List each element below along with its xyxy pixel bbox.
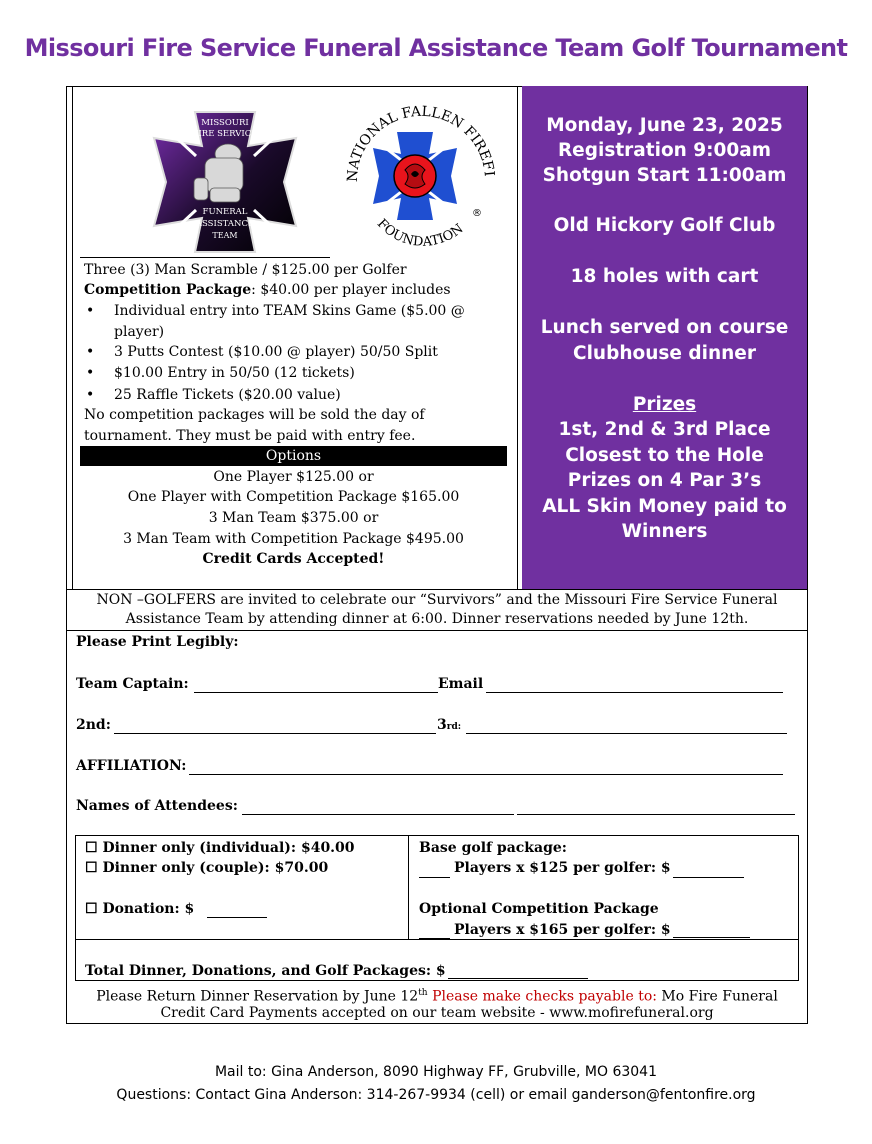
bullet-dot: • [86, 344, 95, 360]
package-line1: Three (3) Man Scramble / $125.00 per Golfer [84, 262, 407, 278]
bullet-text: 3 Putts Contest ($10.00 @ player) 50/50 Split [114, 344, 438, 360]
nfff-arc-top: NATIONAL FALLEN FIREF [344, 103, 495, 183]
prizes-header: Prizes [632, 394, 697, 415]
prize-line: ALL Skin Money paid to [542, 496, 787, 517]
registered-mark: ® [472, 208, 482, 219]
donation-label: Donation: $ [102, 901, 195, 917]
divider-logos [80, 257, 330, 258]
affiliation-field[interactable] [189, 774, 783, 775]
questions-contact: Questions: Contact Gina Anderson: 314-267-9934 (cell) or email ganderson@fentonfire.org [116, 1087, 756, 1103]
prize-line: 1st, 2nd & 3rd Place [558, 419, 771, 440]
option-line: One Player with Competition Package $165.00 [127, 489, 460, 505]
credit-cards: Credit Cards Accepted! [202, 551, 385, 567]
third-label [437, 715, 461, 737]
bullet-dot: • [86, 303, 95, 319]
nongolfers-line1: NON –GOLFERS are invited to celebrate our “Survivors” and the Missouri Fire Service Funeral [96, 592, 778, 608]
order-table-vdivider [408, 835, 409, 940]
event-registration: Registration 9:00am [557, 140, 772, 161]
attendees-field-2[interactable] [517, 814, 795, 815]
checkbox-icon[interactable]: ☐ [85, 901, 98, 917]
payee-text: Mo Fire Funeral [661, 988, 778, 1005]
total-field[interactable] [448, 978, 588, 979]
option-line: 3 Man Team with Competition Package $495.00 [123, 531, 464, 547]
base-amount-field[interactable] [673, 877, 744, 878]
prize-line: Prizes on 4 Par 3’s [567, 470, 762, 491]
nfff-logo [335, 96, 495, 256]
event-date: Monday, June 23, 2025 [546, 115, 783, 136]
dinner-individual-option[interactable] [85, 838, 355, 858]
mail-to: Mail to: Gina Anderson, 8090 Highway FF, Grubville, MO 63041 [214, 1064, 658, 1080]
option-line: 3 Man Team $375.00 or [208, 510, 379, 526]
bullet-text: 25 Raffle Tickets ($20.00 value) [114, 387, 341, 403]
return-sup: th [418, 988, 428, 998]
credit-card-line: Credit Card Payments accepted on our team website - www.mofirefuneral.org [160, 1005, 714, 1021]
page-title: Missouri Fire Service Funeral Assistance Team Golf Tournament [24, 34, 848, 62]
total-label: Total Dinner, Donations, and Golf Packages: $ [85, 963, 446, 979]
logo-text-bottom2: ASSISTANCE [195, 219, 255, 229]
divider-mid [66, 589, 808, 590]
logo-text-bottom1: FUNERAL [202, 207, 248, 217]
bullet-dot: • [86, 365, 95, 381]
event-info-panel [522, 86, 807, 589]
logo-text-top: MISSOURI [201, 118, 249, 128]
third-field[interactable] [466, 733, 787, 734]
attendees-label: Names of Attendees: [76, 798, 238, 814]
donation-option[interactable] [85, 899, 194, 919]
print-legibly: Please Print Legibly: [76, 634, 239, 650]
mofsfat-logo [150, 108, 300, 256]
event-lunch: Lunch served on course [540, 317, 789, 338]
competition-package-line [84, 280, 451, 301]
event-venue: Old Hickory Golf Club [553, 215, 776, 236]
dinner-couple-option[interactable] [85, 858, 328, 878]
event-holes: 18 holes with cart [570, 266, 759, 287]
email-label: Email [438, 676, 484, 692]
prize-line: Winners [621, 521, 708, 542]
payable-text: Please make checks payable to: [432, 988, 657, 1005]
team-captain-label: Team Captain: [76, 676, 189, 692]
base-package-label: Base golf package: [419, 840, 567, 856]
third-num: 3 [437, 717, 447, 733]
logo-text-bottom3: TEAM [212, 231, 238, 240]
options-header: Options [80, 446, 507, 466]
donation-field[interactable] [207, 917, 267, 918]
divider-left-right [517, 86, 518, 589]
divider-left-inner [72, 86, 73, 589]
svg-text:FOUNDATION [374, 216, 466, 250]
affiliation-label: AFFILIATION: [76, 758, 187, 774]
third-sup: rd: [446, 722, 462, 732]
package-note: No competition packages will be sold the day of tournament. They must be paid with entry fee. [84, 407, 425, 444]
divider-top-left [72, 86, 518, 87]
optional-package-line: Players x $165 per golfer: $ [454, 922, 671, 938]
base-players-field[interactable] [419, 877, 450, 878]
base-package-line: Players x $125 per golfer: $ [454, 860, 671, 876]
email-field[interactable] [486, 692, 783, 693]
nfff-arc-bottom: FOUNDATION [373, 216, 467, 250]
checkbox-icon[interactable]: ☐ [85, 840, 98, 856]
second-label: 2nd: [76, 717, 111, 733]
checkbox-icon[interactable]: ☐ [85, 860, 98, 876]
option-line: One Player $125.00 or [213, 469, 374, 485]
nongolfers-line2: Assistance Team by attending dinner at 6:00. Dinner reservations needed by June 12th. [125, 611, 749, 627]
prize-line: Closest to the Hole [565, 445, 764, 466]
divider-nongolfers [66, 630, 808, 631]
order-table-hdivider [75, 939, 799, 940]
optional-players-field[interactable] [419, 938, 450, 939]
team-captain-field[interactable] [194, 692, 438, 693]
bullet-text: $10.00 Entry in 50/50 (12 tickets) [114, 365, 355, 381]
competition-label: Competition Package [84, 282, 252, 298]
second-field[interactable] [114, 733, 436, 734]
bullet-text: Individual entry into TEAM Skins Game ($5.00 @ player) [114, 303, 465, 340]
competition-rest: : $40.00 per player includes [251, 282, 451, 298]
logo-text-top2: FIRE SERVICE [192, 129, 258, 139]
event-shotgun: Shotgun Start 11:00am [542, 165, 787, 186]
dinner-couple-label: Dinner only (couple): $70.00 [102, 860, 329, 876]
optional-package-label: Optional Competition Package [419, 901, 659, 917]
bullet-dot: • [86, 387, 95, 403]
event-dinner: Clubhouse dinner [573, 343, 756, 364]
return-text: Please Return Dinner Reservation by June 12 [96, 988, 419, 1005]
dinner-individual-label: Dinner only (individual): $40.00 [102, 840, 355, 856]
attendees-field-1[interactable] [242, 814, 514, 815]
optional-amount-field[interactable] [673, 937, 750, 938]
